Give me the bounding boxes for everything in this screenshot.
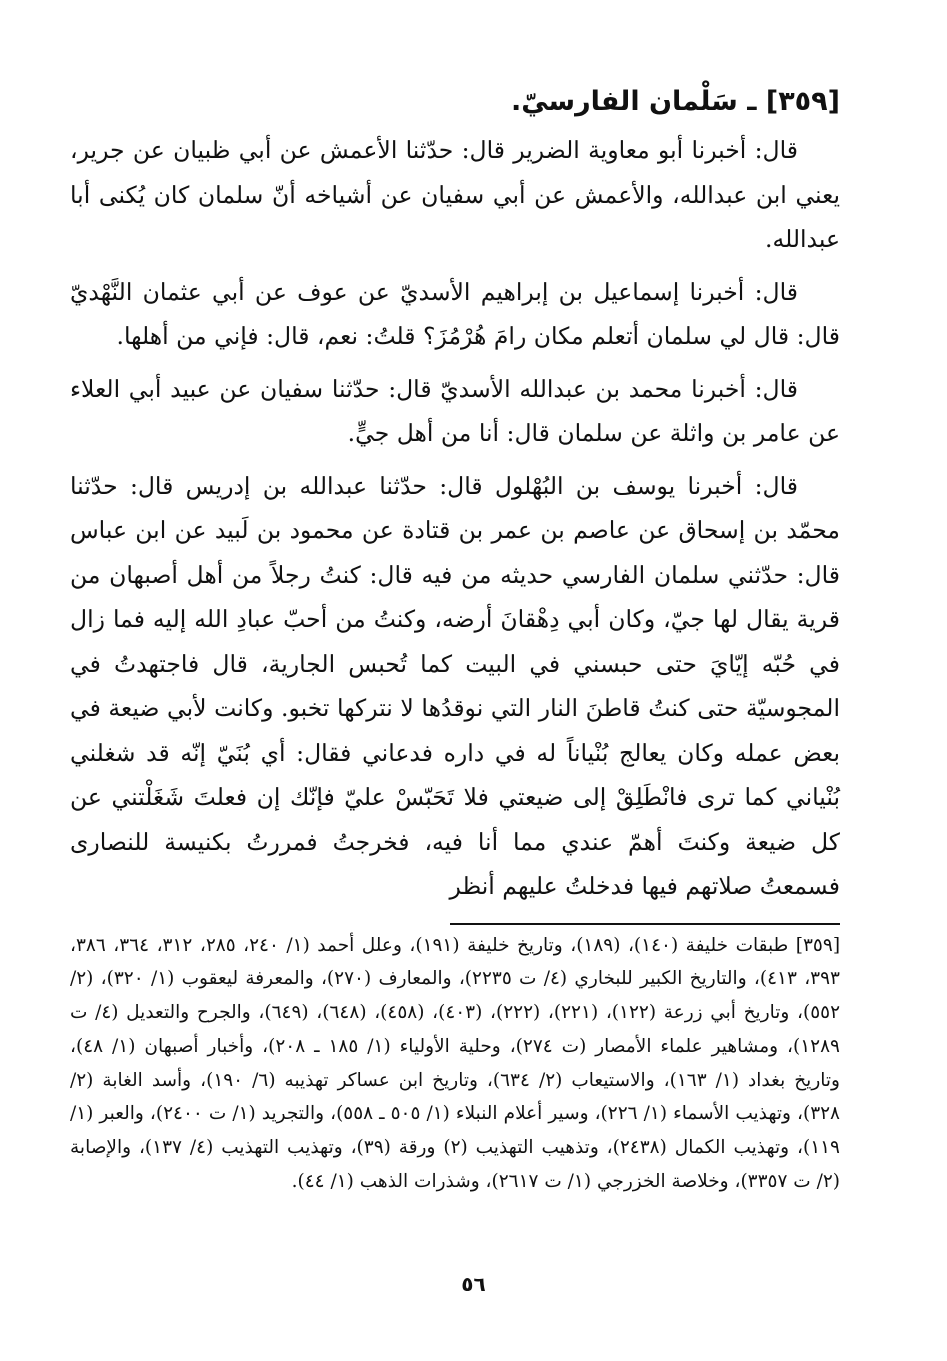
- page-number: ٥٦: [461, 1272, 486, 1296]
- footnote-sources: [٣٥٩] طبقات خليفة (١٤٠)، (١٨٩)، وتاريخ خليفة (١٩١)، وعلل أحمد (١/ ٢٤٠، ٢٨٥، ٣١٢، ٣٦٤، ٣٨٦، ٣٩٣، ٤١٣)، والتاريخ الكبير للبخاري (٤/ ت ٢٢٣٥)، والمعارف (٢٧٠)، والمعرفة ليعقوب (١/ ٣٢٠)، (٢/ ٥٥٢)، وتاريخ أبي زرعة (١٢٢)، (٢٢١)، (٢٢٢)، (٤٠٣)، (٤٥٨)، (٦٤٨)، (٦٤٩)، والجرح والتعديل (٤/ ت ١٢٨٩)، ومشاهير علماء الأمصار (ت ٢٧٤)، وحلية الأولياء (١/ ١٨٥ ـ ٢٠٨)، وأخبار أصبهان (١/ ٤٨)، وتاريخ بغداد (١/ ١٦٣)، والاستيعاب (٢/ ٦٣٤)، وتاريخ ابن عساكر تهذيبه (٦/ ١٩٠)، وأسد الغابة (٢/ ٣٢٨)، وتهذيب الأسماء (١/ ٢٢٦)، وسير أعلام النبلاء (١/ ٥٠٥ ـ ٥٥٨)، والتجريد (١/ ت ٢٤٠٠)، والعبر (١/ ١١٩)، وتهذيب الكمال (٢٤٣٨)، وتذهيب التهذيب (٢) ورقة (٣٩)، وتهذيب التهذيب (٤/ ١٣٧)، والإصابة (٢/ ت ٣٣٥٧)، وخلاصة الخزرجي (١/ ت ٢٦١٧)، وشذرات الذهب (١/ ٤٤).: [70, 934, 841, 1193]
- footnote-divider: [450, 923, 840, 925]
- paragraph-jayy: قال: أخبرنا محمد بن عبدالله الأسديّ قال: حدّثنا سفيان عن عبيد أبي العلاء عن عامر بن واثلة عن سلمان قال: أنا من أهل جيٍّ.: [70, 374, 840, 447]
- paragraph-kunya: قال: أخبرنا أبو معاوية الضرير قال: حدّثنا الأعمش عن أبي ظبيان عن جرير، يعني ابن عبدالله، والأعمش عن أبي سفيان عن أشياخه أنّ سلمان كان يُكنى أبا عبدالله.: [70, 136, 840, 253]
- paragraph-story: قال: أخبرنا يوسف بن البُهْلول قال: حدّثنا عبدالله بن إدريس قال: حدّثنا محمّد بن إسحاق عن عاصم بن عمر بن قتادة عن محمود بن لَبيد عن ابن عباس قال: حدّثني سلمان الفارسي حديثه من فيه قال: كنتُ رجلاً من أهل أصبهان من قرية يقال لها جيّ، وكان أبي دِهْقانَ أرضه، وكنتُ من أحبّ عبادِ الله إليه فما زال في حُبّه إيّايَ حتى حبسني في البيت كما تُحبس الجارية، قال فاجتهدتُ في المجوسيّة حتى كنتُ قاطنَ النار التي نوقدُها لا نتركها تخبو. وكانت لأبي ضيعة في بعض عمله وكان يعالج بُنْياناً له في داره فدعاني فقال: أي بُنَيّ إنّه قد شغلني بُنْياني كما ترى فانْطَلِقْ إلى ضيعتي فلا تَحَبّسْ عليّ فإنّك إن فعلتَ شَغَلْتني عن كل ضيعة وكنتَ أهمّ عندي مما أنا فيه، فخرجتُ فمررتُ بكنيسة للنصارى فسمعتُ صلاتهم فيها فدخلتُ عليهم أنظر: [70, 471, 840, 900]
- paragraph-ram-hormoz: قال: أخبرنا إسماعيل بن إبراهيم الأسديّ عن عوف عن أبي عثمان النَّهْديّ قال: قال لي سلمان أتعلم مكان رامَ هُرْمُزَ؟ قلتُ: نعم، قال: فإني من أهلها.: [70, 277, 840, 350]
- page-body: [70, 78, 840, 1199]
- entry-title: [٣٥٩] ـ سَلْمان الفارسيّ.: [510, 86, 840, 117]
